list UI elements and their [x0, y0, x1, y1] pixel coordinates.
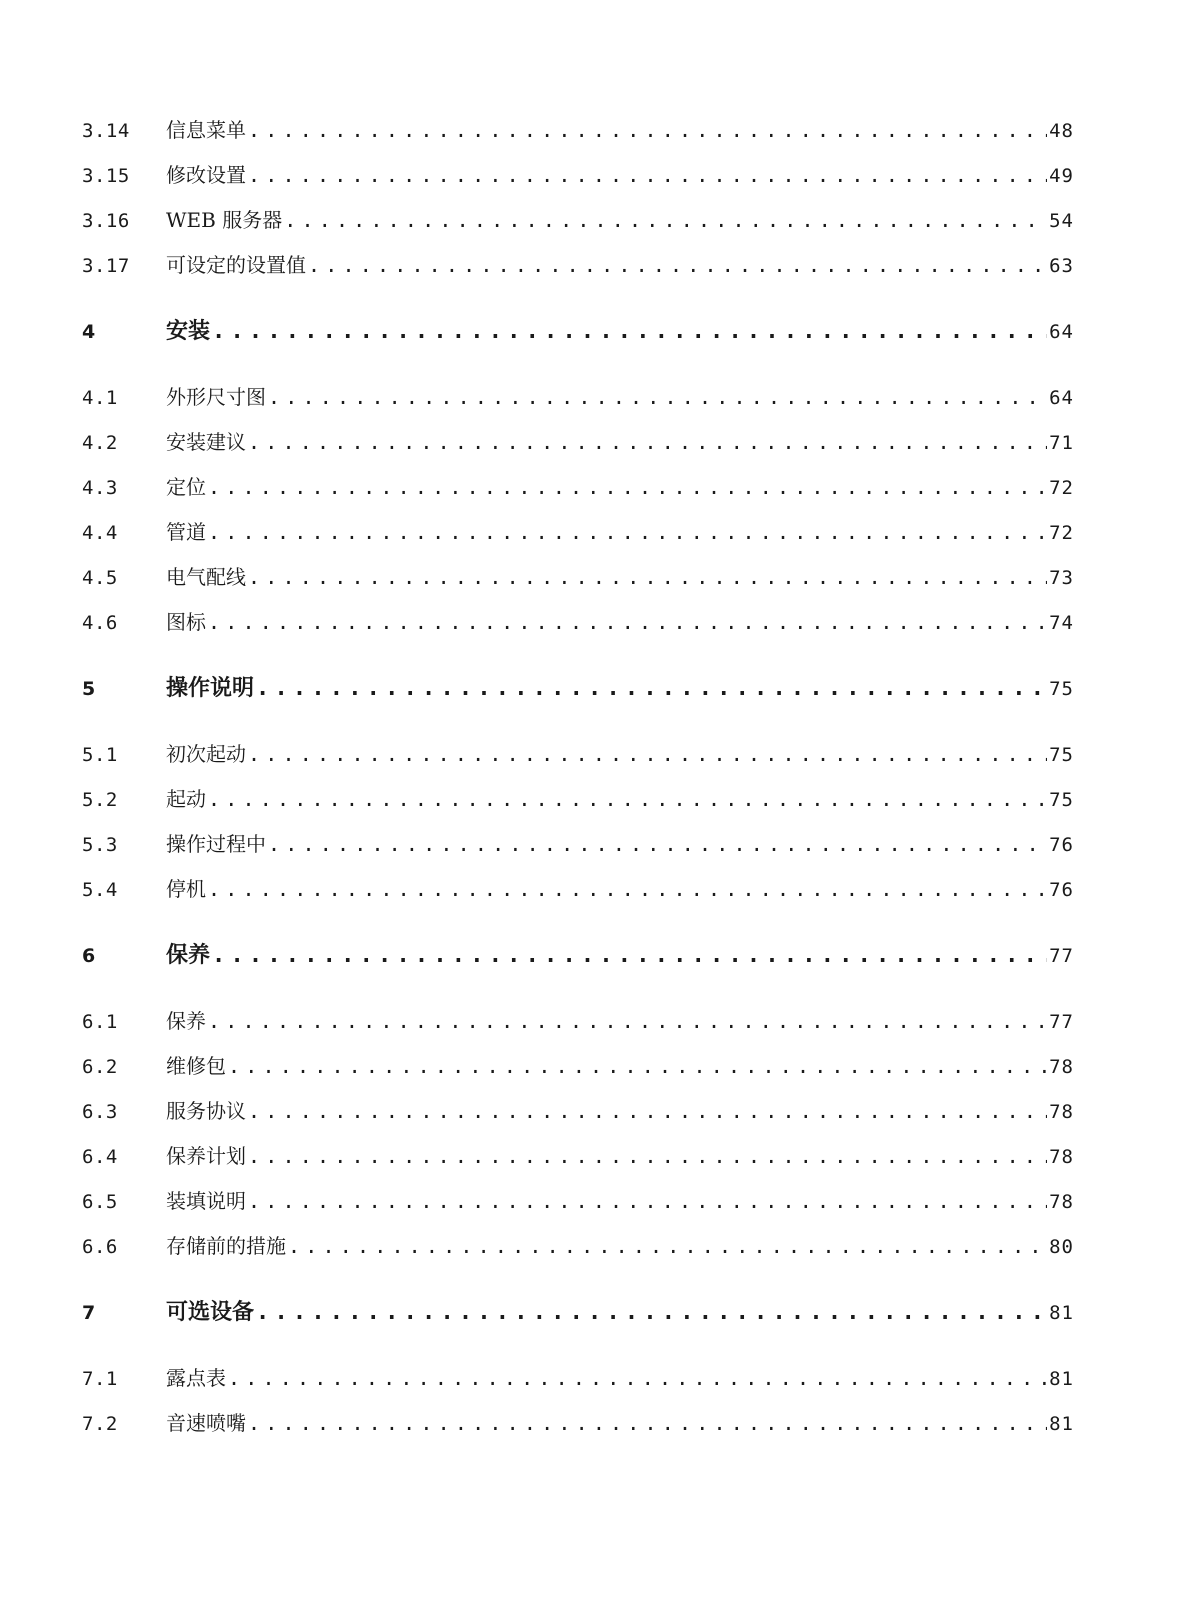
toc-chapter-entry[interactable]: [82, 1290, 1074, 1335]
toc-chapter-entry[interactable]: [82, 666, 1074, 711]
toc-dot-leader: [288, 1224, 1047, 1269]
toc-dot-leader: [248, 1089, 1047, 1134]
toc-dot-leader: [248, 1401, 1047, 1446]
toc-dot-leader: [228, 1356, 1047, 1401]
toc-dot-leader: [212, 309, 1047, 354]
toc-entry-page: 63: [1049, 255, 1074, 277]
toc-entry[interactable]: [82, 1356, 1074, 1401]
toc-entry-number: 6.6: [82, 1236, 118, 1258]
toc-entry-title: 安装建议: [166, 430, 246, 454]
toc-entry[interactable]: [82, 1401, 1074, 1446]
toc-dot-leader: [248, 555, 1047, 600]
toc-entry-number: 3.17: [82, 255, 130, 277]
toc-entry[interactable]: [82, 1044, 1074, 1089]
toc-dot-leader: [268, 375, 1047, 420]
toc-entry-title: 定位: [166, 475, 206, 499]
toc-dot-leader: [256, 666, 1047, 711]
toc-entry-number: 5.1: [82, 744, 118, 766]
toc-entry[interactable]: [82, 243, 1074, 288]
toc-dot-leader: [284, 198, 1047, 243]
toc-entry-number: 7.1: [82, 1368, 118, 1390]
toc-entry[interactable]: [82, 375, 1074, 420]
toc-entry-number: 4.2: [82, 432, 118, 454]
toc-entry[interactable]: [82, 555, 1074, 600]
toc-entry-page: 54: [1049, 210, 1074, 232]
toc-entry-title: 音速喷嘴: [166, 1411, 246, 1435]
toc-entry-page: 81: [1049, 1413, 1074, 1435]
toc-entry[interactable]: [82, 777, 1074, 822]
toc-chapter-page: 75: [1049, 678, 1074, 700]
toc-dot-leader: [256, 1290, 1047, 1335]
toc-entry-title: 存储前的措施: [166, 1234, 286, 1258]
toc-entry-number: 4.6: [82, 612, 118, 634]
toc-entry-number: 3.15: [82, 165, 130, 187]
toc-entry-page: 78: [1049, 1056, 1074, 1078]
toc-dot-leader: [308, 243, 1047, 288]
toc-entry-title: 服务协议: [166, 1099, 246, 1123]
toc-entry-number: 5.2: [82, 789, 118, 811]
toc-entry-number: 6.1: [82, 1011, 118, 1033]
toc-entry[interactable]: [82, 1224, 1074, 1269]
toc-chapter-number: 5: [82, 678, 96, 700]
toc-dot-leader: [248, 1134, 1047, 1179]
toc-entry-page: 80: [1049, 1236, 1074, 1258]
toc-entry[interactable]: [82, 1134, 1074, 1179]
toc-entry-title: 保养计划: [166, 1144, 246, 1168]
toc-dot-leader: [208, 600, 1047, 645]
toc-entry-title: 修改设置: [166, 163, 246, 187]
toc-entry-number: 3.14: [82, 120, 130, 142]
toc-dot-leader: [208, 999, 1047, 1044]
toc-chapter-page: 81: [1049, 1302, 1074, 1324]
toc-dot-leader: [208, 465, 1047, 510]
toc-dot-leader: [208, 867, 1047, 912]
toc-dot-leader: [208, 777, 1047, 822]
toc-chapter-title: 保养: [166, 943, 211, 968]
toc-entry-title: 停机: [166, 877, 206, 901]
toc-entry-page: 74: [1049, 612, 1074, 634]
toc-entry-title: 初次起动: [166, 742, 246, 766]
toc-entry-title: WEB 服务器: [166, 208, 283, 232]
toc-entry[interactable]: [82, 153, 1074, 198]
toc-chapter-number: 4: [82, 321, 96, 343]
toc-entry-page: 72: [1049, 477, 1074, 499]
toc-entry-title: 信息菜单: [166, 118, 246, 142]
toc-entry-page: 78: [1049, 1101, 1074, 1123]
table-of-contents: [82, 108, 1074, 1446]
toc-entry-title: 外形尺寸图: [166, 385, 266, 409]
toc-dot-leader: [248, 420, 1047, 465]
toc-entry-number: 4.1: [82, 387, 118, 409]
toc-entry-title: 维修包: [166, 1054, 226, 1078]
toc-entry-title: 管道: [166, 520, 206, 544]
toc-entry-title: 保养: [166, 1009, 206, 1033]
toc-entry[interactable]: [82, 999, 1074, 1044]
toc-entry-page: 78: [1049, 1146, 1074, 1168]
toc-entry-title: 露点表: [166, 1366, 226, 1390]
toc-entry-page: 64: [1049, 387, 1074, 409]
toc-entry[interactable]: [82, 822, 1074, 867]
toc-entry-number: 6.3: [82, 1101, 118, 1123]
toc-entry-page: 76: [1049, 834, 1074, 856]
toc-entry[interactable]: [82, 732, 1074, 777]
toc-entry[interactable]: [82, 867, 1074, 912]
toc-entry-number: 5.3: [82, 834, 118, 856]
toc-entry[interactable]: [82, 1089, 1074, 1134]
toc-entry-title: 起动: [166, 787, 206, 811]
toc-dot-leader: [248, 732, 1047, 777]
toc-entry-page: 81: [1049, 1368, 1074, 1390]
toc-entry[interactable]: [82, 465, 1074, 510]
toc-entry-page: 77: [1049, 1011, 1074, 1033]
toc-entry-page: 75: [1049, 744, 1074, 766]
toc-entry-page: 73: [1049, 567, 1074, 589]
toc-entry-number: 4.3: [82, 477, 118, 499]
toc-entry-title: 图标: [166, 610, 206, 634]
toc-entry-page: 72: [1049, 522, 1074, 544]
toc-chapter-page: 64: [1049, 321, 1074, 343]
toc-entry[interactable]: [82, 510, 1074, 555]
toc-entry-page: 48: [1049, 120, 1074, 142]
toc-entry[interactable]: [82, 600, 1074, 645]
toc-chapter-entry[interactable]: [82, 933, 1074, 978]
toc-entry[interactable]: [82, 1179, 1074, 1224]
toc-entry[interactable]: [82, 108, 1074, 153]
toc-entry-number: 5.4: [82, 879, 118, 901]
toc-dot-leader: [248, 153, 1047, 198]
toc-entry-number: 6.5: [82, 1191, 118, 1213]
toc-dot-leader: [228, 1044, 1047, 1089]
toc-dot-leader: [268, 822, 1047, 867]
toc-entry[interactable]: [82, 420, 1074, 465]
toc-chapter-title: 操作说明: [166, 676, 255, 701]
toc-dot-leader: [212, 933, 1047, 978]
toc-entry-title: 装填说明: [166, 1189, 246, 1213]
toc-chapter-entry[interactable]: [82, 309, 1074, 354]
toc-entry-title: 可设定的设置值: [166, 253, 306, 277]
toc-chapter-page: 77: [1049, 945, 1074, 967]
toc-dot-leader: [248, 1179, 1047, 1224]
toc-entry-number: 6.4: [82, 1146, 118, 1168]
toc-entry[interactable]: [82, 198, 1074, 243]
toc-dot-leader: [208, 510, 1047, 555]
toc-entry-number: 4.5: [82, 567, 118, 589]
toc-entry-number: 6.2: [82, 1056, 118, 1078]
toc-entry-page: 76: [1049, 879, 1074, 901]
toc-entry-number: 7.2: [82, 1413, 118, 1435]
toc-chapter-title: 可选设备: [166, 1300, 255, 1325]
toc-chapter-number: 6: [82, 945, 96, 967]
toc-chapter-number: 7: [82, 1302, 96, 1324]
toc-entry-number: 4.4: [82, 522, 118, 544]
toc-entry-page: 49: [1049, 165, 1074, 187]
toc-entry-page: 71: [1049, 432, 1074, 454]
toc-entry-page: 78: [1049, 1191, 1074, 1213]
toc-entry-number: 3.16: [82, 210, 130, 232]
toc-entry-title: 电气配线: [166, 565, 246, 589]
toc-entry-page: 75: [1049, 789, 1074, 811]
toc-chapter-title: 安装: [166, 319, 211, 344]
toc-entry-title: 操作过程中: [166, 832, 266, 856]
toc-dot-leader: [248, 108, 1047, 153]
